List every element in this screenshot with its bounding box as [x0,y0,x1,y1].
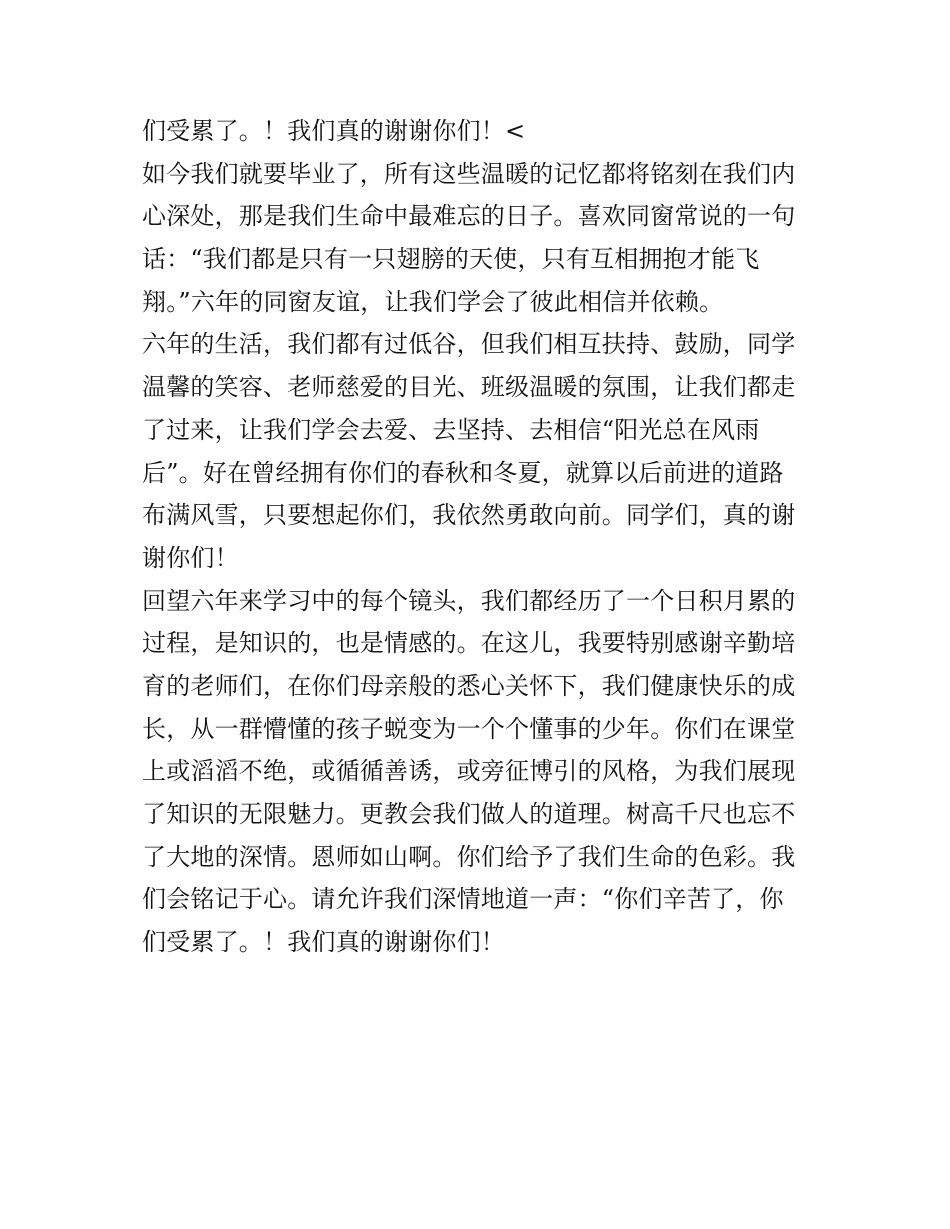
text-line: 了大地的深情。恩师如山啊。你们给予了我们生命的色彩。我 [142,842,796,871]
text-line: 们受累了。！我们真的谢谢你们！ [142,928,505,957]
text-line: 育的老师们，在你们母亲般的悉心关怀下，我们健康快乐的成 [142,671,796,700]
text-line: 话：“我们都是只有一只翅膀的天使，只有互相拥抱才能飞 [142,245,760,274]
text-line: 六年的生活，我们都有过低谷，但我们相互扶持、鼓励，同学 [142,330,796,359]
text-line: 们会铭记于心。请允许我们深情地道一声：“你们辛苦了，你 [142,885,784,914]
text-line: 翔。”六年的同窗友谊，让我们学会了彼此相信并依赖。 [142,287,724,316]
text-line: 们受累了。！我们真的谢谢你们！< [142,117,526,145]
document-body [142,110,822,964]
text-line: 后”。好在曾经拥有你们的春秋和冬夏，就算以后前进的道路 [142,458,784,487]
text-line: 了过来，让我们学会去爱、去坚持、去相信“阳光总在风雨 [142,415,760,444]
text-line: 心深处，那是我们生命中最难忘的日子。喜欢同窗常说的一句 [142,202,796,231]
text-line: 了知识的无限魅力。更教会我们做人的道理。树高千尺也忘不 [142,800,796,828]
text-line: 上或滔滔不绝，或循循善诱，或旁征博引的风格，为我们展现 [142,757,796,786]
text-line: 布满风雪，只要想起你们，我依然勇敢向前。同学们，真的谢 [142,501,796,530]
text-line: 谢你们！ [142,543,239,572]
text-line: 如今我们就要毕业了，所有这些温暖的记忆都将铭刻在我们内 [142,159,796,188]
text-line: 过程，是知识的，也是情感的。在这儿，我要特别感谢辛勤培 [142,629,796,658]
text-line: 温馨的笑容、老师慈爱的目光、班级温暖的氛围，让我们都走 [142,373,796,402]
text-line: 回望六年来学习中的每个镜头，我们都经历了一个日积月累的 [142,586,796,615]
text-line: 长，从一群懵懂的孩子蜕变为一个个懂事的少年。你们在课堂 [142,714,796,743]
